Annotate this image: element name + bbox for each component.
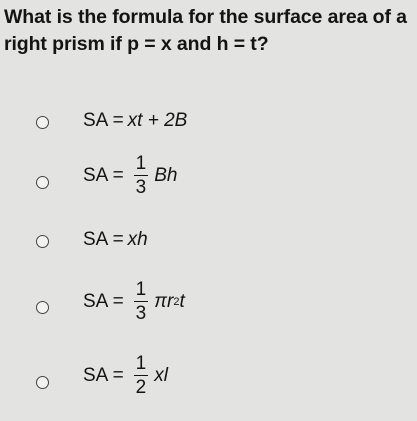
formula-rhs: xt + 2B bbox=[127, 110, 188, 131]
answer-option-1[interactable] bbox=[36, 98, 376, 150]
formula-lhs: SA = bbox=[83, 164, 124, 186]
radio-button-option-3[interactable] bbox=[36, 235, 49, 248]
formula-option-1 bbox=[83, 110, 187, 132]
formula-option-5 bbox=[83, 354, 168, 397]
answer-option-3[interactable] bbox=[36, 222, 376, 274]
formula-option-3 bbox=[83, 229, 148, 251]
formula-lhs: SA = bbox=[83, 110, 124, 131]
fraction-numerator: 1 bbox=[135, 153, 147, 174]
formula-option-4 bbox=[83, 280, 185, 323]
formula-lhs: SA = bbox=[83, 364, 124, 386]
radio-button-option-2[interactable] bbox=[36, 176, 49, 189]
fraction bbox=[134, 280, 149, 323]
formula-rhs: xh bbox=[127, 229, 148, 250]
formula-rhs: xl bbox=[154, 364, 168, 386]
fraction-denominator: 3 bbox=[135, 177, 147, 198]
radio-button-option-5[interactable] bbox=[36, 376, 49, 389]
fraction-denominator: 3 bbox=[135, 303, 147, 324]
formula-lhs: SA = bbox=[83, 290, 124, 312]
fraction bbox=[134, 154, 149, 197]
fraction bbox=[134, 354, 149, 397]
answer-option-5[interactable] bbox=[36, 354, 376, 406]
answer-option-4[interactable] bbox=[36, 280, 376, 332]
fraction-numerator: 1 bbox=[135, 353, 147, 374]
fraction-numerator: 1 bbox=[135, 279, 147, 300]
answer-option-2[interactable] bbox=[36, 154, 376, 206]
formula-option-2 bbox=[83, 154, 178, 197]
fraction-denominator: 2 bbox=[135, 377, 147, 398]
question-text: What is the formula for the surface area of a right prism if p = x and h = t? bbox=[4, 6, 407, 55]
formula-lhs: SA = bbox=[83, 229, 124, 250]
radio-button-option-1[interactable] bbox=[36, 116, 49, 129]
formula-rhs-main: πr bbox=[154, 290, 174, 312]
radio-button-option-4[interactable] bbox=[36, 301, 49, 314]
formula-exponent: 2 bbox=[173, 295, 180, 308]
formula-rhs: Bh bbox=[154, 164, 178, 186]
formula-rhs-tail: t bbox=[179, 290, 185, 312]
